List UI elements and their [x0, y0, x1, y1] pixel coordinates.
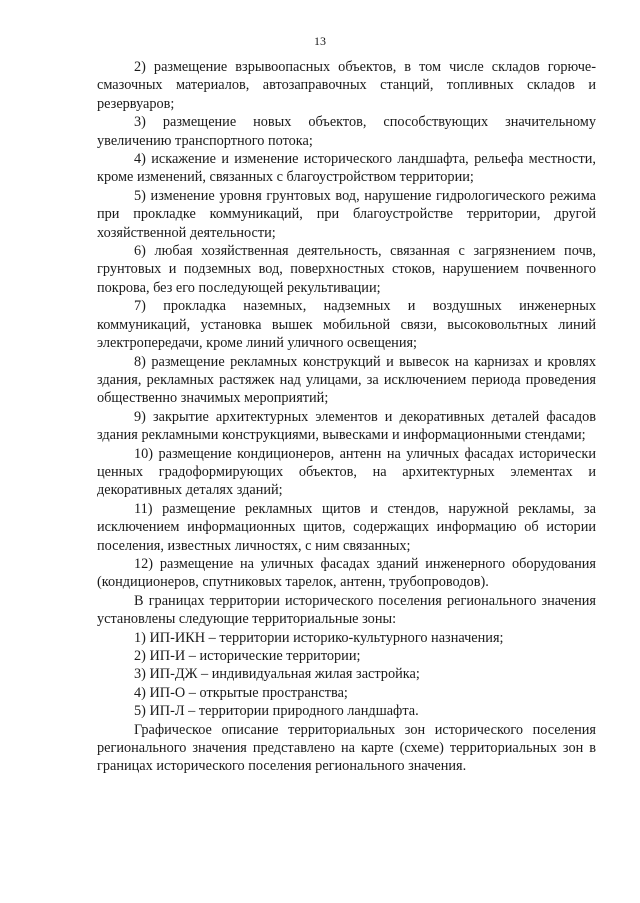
page-number: 13: [314, 34, 326, 48]
list-item: 6) любая хозяйственная деятельность, связанная с загрязнением почв, грунтовых и подземных вод, поверхностных стоков, нарушением почвенного покрова, без его последующей рекультивации;: [97, 243, 596, 296]
zones-intro: В границах территории исторического поселения регионального значения установлены следующие территориальные зоны:: [97, 592, 596, 628]
list-item: 3) размещение новых объектов, способствующих значительному увеличению транспортного потока;: [97, 114, 596, 149]
list-item: 10) размещение кондиционеров, антенн на уличных фасадах исторически ценных градоформирующих объектов, на архитектурных элементах и декоративных деталях зданий;: [97, 445, 596, 499]
list-item: 4) искажение и изменение исторического ландшафта, рельефа местности, кроме изменений, связанных с благоустройством территории;: [97, 151, 596, 186]
zone-item: 3) ИП-ДЖ – индивидуальная жилая застройка;: [134, 666, 420, 683]
closing-paragraph: Графическое описание территориальных зон исторического поселения регионального значения представлено на карте (схеме) территориальных зон в границах исторического поселения регионального значения.: [97, 721, 596, 775]
list-item: 7) прокладка наземных, надземных и воздушных инженерных коммуникаций, установка вышек мобильной связи, высоковольтных линий электропередачи, кроме линий уличного освещения;: [97, 298, 596, 352]
zone-item: 5) ИП-Л – территории природного ландшафта.: [134, 703, 419, 720]
list-item: 5) изменение уровня грунтовых вод, нарушение гидрологического режима при прокладке коммуникаций, при благоустройстве территории, другой хозяйственной деятельности;: [97, 187, 596, 241]
zone-item: 1) ИП-ИКН – территории историко-культурного назначения;: [134, 629, 504, 646]
zone-item: 4) ИП-О – открытые пространства;: [134, 684, 348, 701]
list-item: 2) размещение взрывоопасных объектов, в том числе складов горюче-смазочных материалов, автозаправочных станций, топливных складов и резервуаров;: [97, 59, 596, 112]
list-item: 12) размещение на уличных фасадах зданий инженерного оборудования (кондиционеров, спутниковых тарелок, антенн, трубопроводов).: [97, 555, 596, 591]
zone-item: 2) ИП-И – исторические территории;: [134, 648, 361, 664]
list-item: 11) размещение рекламных щитов и стендов, наружной рекламы, за исключением информационных щитов, содержащих информацию об истории поселения, известных личностях, с ним связанных;: [97, 500, 596, 554]
list-item: 8) размещение рекламных конструкций и вывесок на карнизах и кровлях здания, рекламных растяжек над улицами, за исключением периода проведения общественно значимых мероприятий;: [97, 353, 596, 407]
document-body: [97, 58, 596, 776]
list-item: 9) закрытие архитектурных элементов и декоративных деталей фасадов здания рекламными конструкциями, вывесками и информационными стендами;: [97, 408, 596, 444]
